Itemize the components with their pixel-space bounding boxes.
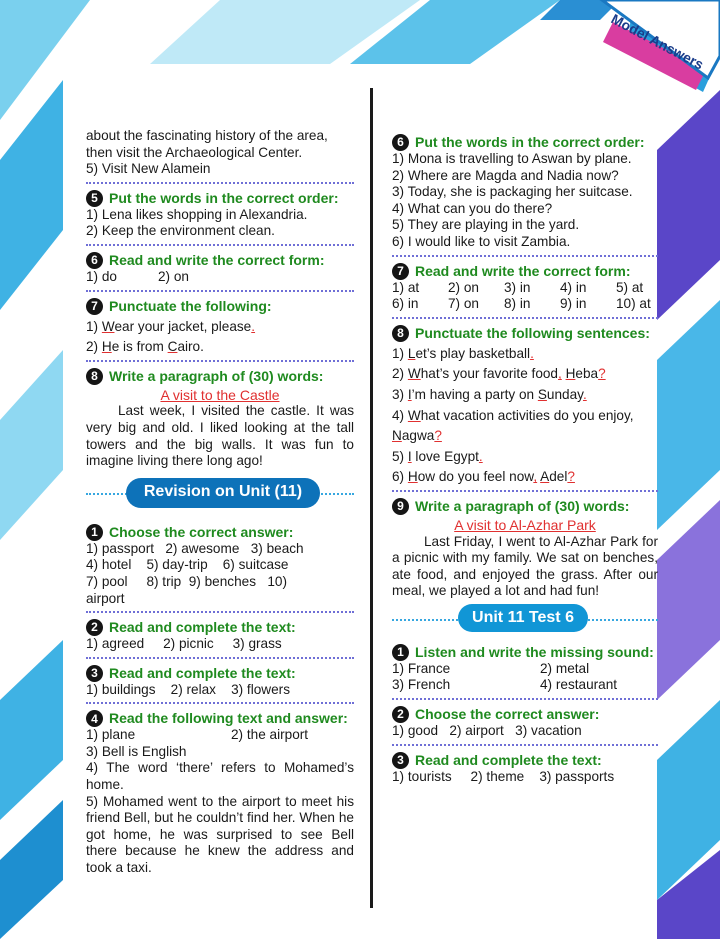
sentence-text: hat vacation activities do you enjoy,: [420, 407, 634, 423]
left-column: [86, 128, 354, 877]
capital-correction: W: [101, 318, 115, 334]
answer-item: 3) in: [504, 279, 531, 295]
punctuation-mark: ?: [434, 428, 442, 444]
sentence-text: love Egypt: [411, 448, 479, 464]
section-heading: [86, 619, 354, 636]
answer-item: 1) at: [392, 279, 420, 295]
section-heading: [392, 644, 658, 661]
answer-item: 2) on: [448, 279, 479, 295]
number-badge: 6: [392, 134, 409, 151]
capital-correction: H: [407, 469, 418, 485]
number-badge: 5: [86, 190, 103, 207]
number-badge: 1: [86, 524, 103, 541]
number-badge: 8: [392, 325, 409, 342]
sentence-text: del: [549, 469, 568, 485]
punctuation-mark: ,: [558, 366, 562, 382]
section-title: Punctuate the following:: [109, 297, 272, 314]
dotted-separator: [86, 182, 354, 184]
paragraph-title: A visit to Al-Azhar Park: [454, 516, 596, 533]
section-heading: [86, 190, 354, 207]
answer-line: 1) buildings 2) relax 3) flowers: [86, 681, 290, 697]
item-number: 5): [392, 448, 408, 464]
punctuation-mark: .: [582, 386, 587, 402]
section-title: Write a paragraph of (30) words:: [415, 497, 630, 514]
punctuated-line: [86, 319, 354, 336]
sentence-text: hat’s your favorite food: [420, 366, 558, 382]
section-heading: [392, 706, 658, 723]
answer-item: 4) in: [560, 279, 587, 295]
sentence-text: e is from: [111, 339, 168, 355]
punctuated-line: [392, 346, 658, 363]
section-heading: [392, 134, 658, 151]
number-badge: 7: [86, 298, 103, 315]
punctuation-mark: .: [478, 448, 483, 464]
section-title: Put the words in the correct order:: [109, 189, 339, 206]
dotted-separator: [86, 611, 354, 613]
sentence-text: unday: [546, 386, 583, 402]
dotted-separator: [86, 290, 354, 292]
answer-item: 1) plane: [86, 727, 136, 743]
section-title: Read and write the correct form:: [415, 262, 631, 279]
unit-test-banner: Unit 11 Test 6: [458, 604, 588, 632]
sentence-text: airo.: [177, 339, 204, 355]
section-banner: [86, 478, 354, 510]
section-heading: [86, 252, 354, 269]
capital-correction: N: [392, 428, 402, 444]
item-number: 2): [392, 366, 408, 382]
column-divider: [370, 88, 373, 908]
punctuation-mark: .: [530, 345, 534, 361]
section-heading: [86, 665, 354, 682]
section-title: Put the words in the correct order:: [415, 134, 645, 150]
answer-line: 3) Today, she is packaging her suitcase.: [392, 184, 633, 200]
capital-correction: H: [101, 339, 112, 355]
paragraph-text: Last week, I visited the castle. It was very big and old. I liked looking at the tall towers and the big walls. It was fun to imagine living there long ago!: [86, 403, 354, 469]
number-badge: 3: [392, 752, 409, 769]
sentence-text: eba: [575, 366, 599, 382]
item-number: 2): [86, 339, 102, 355]
capital-correction: W: [407, 366, 421, 382]
capital-correction: C: [167, 339, 178, 355]
section-title: Listen and write the missing sound:: [415, 643, 654, 660]
answer-line: 5) They are playing in the yard.: [392, 217, 580, 233]
section-heading: [392, 263, 658, 280]
number-badge: 4: [86, 710, 103, 727]
number-badge: 9: [392, 498, 409, 515]
dotted-separator: [86, 244, 354, 246]
item-number: 1): [86, 318, 102, 334]
answer-item: 1) France: [392, 660, 451, 676]
capital-correction: W: [407, 407, 421, 423]
capital-correction: I: [407, 386, 412, 402]
answer-line: 4) What can you do there?: [392, 200, 553, 216]
punctuated-line: [392, 366, 658, 383]
section-title: Read and complete the text:: [109, 664, 296, 681]
punctuated-line: [392, 387, 658, 404]
dotted-separator: [392, 744, 658, 746]
answer-row: [392, 296, 658, 313]
punctuated-line: [86, 339, 354, 356]
number-badge: 2: [392, 706, 409, 723]
punctuation-mark: ?: [598, 366, 606, 382]
answer-item: 4) restaurant: [540, 677, 618, 693]
answer-line: airport: [86, 590, 125, 606]
answer-item: 9) in: [560, 296, 587, 312]
section-heading: [86, 710, 354, 727]
section-title: Choose the correct answer:: [415, 706, 600, 723]
section-heading: [86, 298, 354, 315]
answer-line: 1) tourists 2) theme 3) passports: [392, 768, 615, 784]
section-heading: [86, 368, 354, 385]
answer-line: 7) pool 8) trip 9) benches 10): [86, 573, 287, 589]
section-title: Read and complete the text:: [415, 751, 602, 768]
answer-line: 1) Lena likes shopping in Alexandria.: [86, 206, 308, 222]
model-answers-badge: [588, 0, 720, 100]
answer-item: 6) in: [392, 296, 419, 312]
section-heading: [392, 752, 658, 769]
model-answers-label: Model Answers: [608, 10, 707, 73]
answer-line: 1) good 2) airport 3) vacation: [392, 723, 582, 739]
sentence-text: et’s play basketball: [415, 345, 531, 361]
sentence-text: ear your jacket, please: [114, 318, 252, 334]
punctuated-line: [392, 469, 658, 486]
answer-line: 4) The word ‘there’ refers to Mohamed’s home.: [86, 760, 354, 793]
revision-banner: Revision on Unit (11): [126, 478, 320, 508]
section-banner: [392, 604, 658, 636]
number-badge: 7: [392, 263, 409, 280]
section-title: Read and write the correct form:: [109, 251, 325, 268]
dotted-separator: [86, 702, 354, 704]
number-badge: 8: [86, 368, 103, 385]
answer-row: [392, 280, 658, 297]
answer-line: 2) Keep the environment clean.: [86, 223, 275, 239]
section-title: Punctuate the following sentences:: [415, 324, 650, 341]
dotted-separator: [86, 657, 354, 659]
section-heading: [86, 524, 354, 541]
answer-line: 6) I would like to visit Zambia.: [392, 233, 571, 249]
section-heading: [392, 325, 658, 342]
dotted-separator: [392, 698, 658, 700]
capital-correction: L: [407, 345, 416, 361]
punctuation-mark: ,: [533, 469, 538, 485]
answer-line: 5) Mohamed went to the airport to meet his friend Bell, but he couldn’t find her. When he got home, he was surprised to see Bell there because he knew the address and took a taxi.: [86, 793, 354, 876]
sentence-text: ’m having a party on: [411, 386, 538, 402]
dotted-separator: [86, 360, 354, 362]
dotted-separator: [392, 255, 658, 257]
section-title: Choose the correct answer:: [109, 523, 294, 540]
paragraph-title: A visit to the Castle: [160, 386, 280, 403]
number-badge: 2: [86, 619, 103, 636]
answer-line: 1) agreed 2) picnic 3) grass: [86, 636, 282, 652]
answer-item: 8) in: [504, 296, 531, 312]
capital-correction: H: [565, 366, 576, 382]
answer-item: 2) metal: [540, 660, 590, 676]
answer-item: 7) on: [448, 296, 479, 312]
answer-item: 1) do: [86, 268, 117, 284]
dotted-separator: [392, 490, 658, 492]
capital-correction: S: [537, 386, 547, 402]
number-badge: 6: [86, 252, 103, 269]
intro-line: 5) Visit New Alamein: [86, 161, 211, 177]
intro-line: then visit the Archaeological Center.: [86, 144, 303, 160]
punctuation-mark: .: [251, 318, 256, 334]
answer-item: 2) the airport: [231, 727, 309, 743]
answer-item: 5) at: [616, 279, 644, 295]
answer-item: 10) at: [616, 296, 651, 312]
intro-line: about the fascinating history of the area,: [86, 128, 328, 143]
number-badge: 3: [86, 665, 103, 682]
answer-item: 2) on: [158, 268, 189, 284]
item-number: 3): [392, 386, 408, 402]
answer-line: 3) Bell is English: [86, 743, 187, 759]
punctuated-line: [392, 408, 658, 425]
item-number: 6): [392, 469, 408, 485]
right-column: [392, 132, 658, 785]
section-title: Write a paragraph of (30) words:: [109, 367, 324, 384]
answer-line: 1) passport 2) awesome 3) beach: [86, 540, 304, 556]
answer-item: 3) French: [392, 677, 451, 693]
number-badge: 1: [392, 644, 409, 661]
capital-correction: I: [407, 448, 412, 464]
dotted-separator: [392, 317, 658, 319]
paragraph-text: Last Friday, I went to Al-Azhar Park for a picnic with my family. We sat on benches, ate food, and enjoyed the grass. After our meal, we played a lot and had fun!: [392, 533, 658, 599]
sentence-text: agwa: [401, 428, 435, 444]
section-heading: [392, 498, 658, 515]
punctuation-mark: ?: [567, 469, 575, 485]
item-number: 4): [392, 407, 408, 423]
capital-correction: A: [540, 469, 550, 485]
answer-line: 2) Where are Magda and Nadia now?: [392, 167, 619, 183]
item-number: 1): [392, 345, 408, 361]
answer-line: 4) hotel 5) day-trip 6) suitcase: [86, 557, 289, 573]
section-title: Read the following text and answer:: [109, 710, 348, 727]
punctuated-line: [392, 449, 658, 466]
answer-line: 1) Mona is travelling to Aswan by plane.: [392, 151, 632, 166]
punctuated-line: [392, 428, 658, 445]
sentence-text: ow do you feel now: [417, 469, 534, 485]
section-title: Read and complete the text:: [109, 619, 296, 636]
